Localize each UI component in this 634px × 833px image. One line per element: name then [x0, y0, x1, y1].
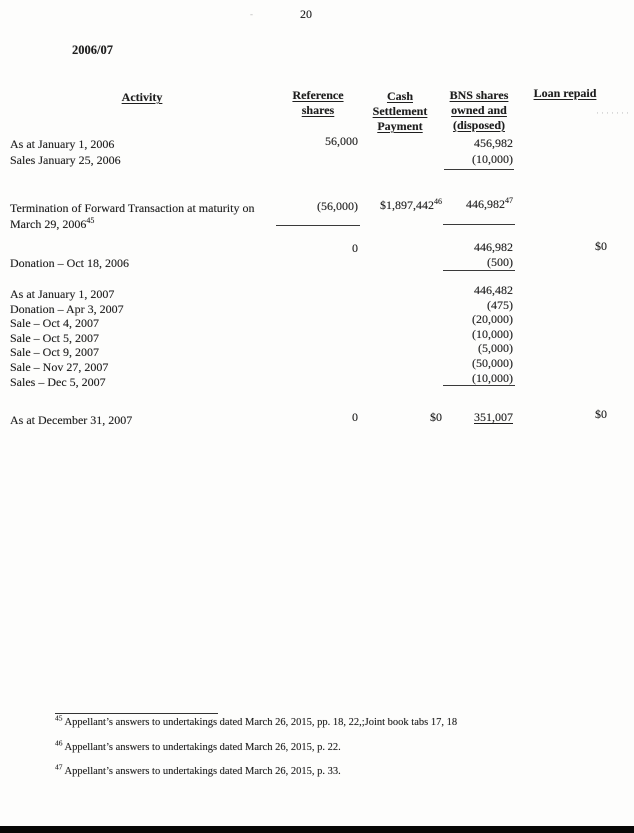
- bns-line: (10,000): [472, 152, 513, 166]
- header-line: Cash: [386, 89, 413, 103]
- footnote-marker: 46: [434, 197, 442, 206]
- cell-reference-shares: (56,000): [317, 199, 358, 213]
- column-header-activity-label: Activity: [121, 90, 163, 104]
- column-total-rule: [444, 169, 514, 170]
- bns-line: (20,000): [472, 312, 513, 327]
- bns-line: (50,000): [472, 355, 513, 370]
- activity-line: Termination of Forward Transaction at maturity on: [10, 201, 255, 215]
- bns-value: 446,982: [466, 197, 505, 211]
- table-row-activity: [10, 256, 129, 271]
- cell-loan-repaid: $0: [595, 239, 607, 253]
- bns-line: 446,982: [474, 240, 513, 254]
- footnote-text: Appellant’s answers to undertakings dated March 26, 2015, pp. 18, 22,;Joint book tabs 17, 18: [64, 717, 458, 728]
- bns-line: (500): [487, 255, 513, 269]
- footnote-marker: 45: [86, 215, 95, 225]
- page-number: 20: [300, 7, 312, 21]
- footnote-text: Appellant’s answers to undertakings dated March 26, 2015, p. 22.: [64, 742, 341, 753]
- bns-value-final: 351,007: [474, 410, 513, 424]
- header-line: Reference: [292, 88, 344, 102]
- cell-bns-shares: [433, 135, 513, 167]
- header-line: owned and: [451, 103, 507, 117]
- cell-reference-shares: 0: [352, 241, 358, 255]
- header-line: Settlement: [372, 104, 428, 118]
- activity-text: March 29, 2006: [10, 216, 87, 231]
- activity-line: As at December 31, 2007: [10, 413, 133, 427]
- bns-line: 446,482: [474, 283, 513, 297]
- table-row-activity: [10, 136, 121, 168]
- activity-line: Sale – Oct 5, 2007: [10, 330, 99, 345]
- header-line: Loan repaid: [533, 86, 597, 100]
- column-total-rule: [443, 224, 515, 225]
- activity-line: Donation – Apr 3, 2007: [10, 301, 124, 316]
- footnote-separator-rule: [55, 713, 218, 714]
- cell-reference-shares: 0: [352, 410, 358, 424]
- footnote: [55, 762, 600, 777]
- header-line: BNS shares: [449, 88, 509, 102]
- cash-value: $1,897,442: [380, 198, 434, 212]
- cell-cash-settlement: [352, 198, 442, 213]
- bns-line: (5,000): [478, 341, 513, 356]
- column-header-bns-shares: [437, 88, 521, 133]
- activity-line: As at January 1, 2006: [10, 137, 115, 151]
- header-line: shares: [301, 103, 335, 117]
- column-header-activity: [92, 90, 192, 105]
- header-line: (disposed): [452, 118, 505, 132]
- table-row-activity: [10, 201, 285, 232]
- bns-line: (10,000): [472, 326, 513, 341]
- activity-line: Sale – Nov 27, 2007: [10, 359, 109, 374]
- section-title: 2006/07: [72, 43, 113, 57]
- footnote-marker: 45: [55, 713, 63, 723]
- scan-artifact: ·······: [596, 108, 631, 118]
- column-header-reference-shares: [276, 88, 360, 118]
- activity-line: [10, 217, 285, 233]
- bns-line: (10,000): [472, 370, 513, 385]
- column-header-loan-repaid: [521, 86, 609, 101]
- cell-reference-shares: 56,000: [325, 134, 358, 148]
- header-line: Payment: [377, 119, 423, 133]
- column-total-rule: [276, 225, 360, 226]
- cell-bns-shares: [433, 197, 513, 212]
- column-header-cash-settlement: [358, 89, 442, 134]
- cell-cash-settlement: $0: [430, 410, 442, 424]
- footnote-text: Appellant’s answers to undertakings dated March 26, 2015, p. 33.: [64, 766, 341, 777]
- footnote-marker: 46: [55, 738, 63, 748]
- activity-line: Sale – Oct 9, 2007: [10, 345, 99, 360]
- cell-bns-shares: [433, 240, 513, 270]
- cell-bns-shares: [433, 283, 513, 385]
- footnote-marker: 47: [505, 196, 513, 205]
- bns-line: 456,982: [474, 136, 513, 150]
- bns-line: (475): [487, 297, 513, 312]
- activity-line: Sales January 25, 2006: [10, 153, 121, 167]
- cell-loan-repaid: $0: [595, 407, 607, 421]
- table-row-activity: [10, 287, 124, 389]
- activity-line: Donation – Oct 18, 2006: [10, 256, 129, 270]
- column-total-rule: [443, 385, 515, 386]
- activity-line: Sale – Oct 4, 2007: [10, 316, 99, 331]
- footnote: [55, 738, 600, 753]
- footnote-marker: 47: [55, 762, 63, 772]
- table-row-activity: [10, 413, 132, 428]
- activity-line: Sales – Dec 5, 2007: [10, 374, 106, 389]
- column-total-rule: [443, 270, 515, 271]
- page-bottom-scan-bar: [0, 826, 634, 833]
- cell-bns-shares: [433, 410, 513, 425]
- footnote: [55, 713, 600, 728]
- activity-line: As at January 1, 2007: [10, 287, 115, 301]
- scan-artifact: -: [250, 9, 253, 19]
